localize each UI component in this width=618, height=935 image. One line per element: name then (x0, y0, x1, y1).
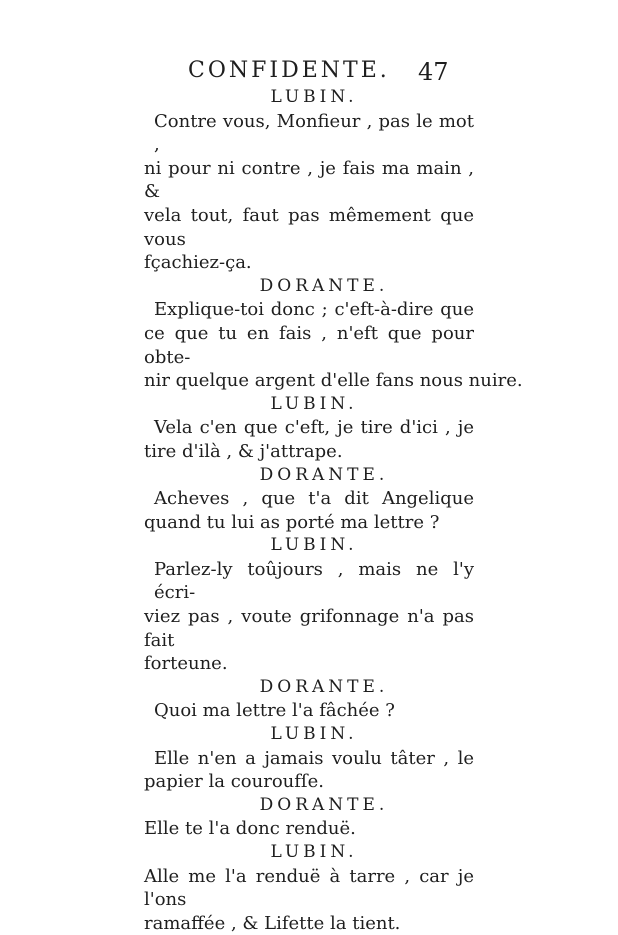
play-text (144, 86, 523, 935)
speech-line: nir quelque argent d'elle fans nous nuire. (144, 370, 523, 392)
speaker-name: LUBIN. (270, 842, 358, 862)
speech-line: Vela c'en que c'eft, je tire d'ici , je (154, 417, 474, 439)
speech-line: forteune. (144, 653, 228, 675)
speech-line: Explique-toi donc ; c'eft-à-dire que (154, 299, 474, 321)
speech-line: Elle te l'a donc renduë. (144, 818, 356, 840)
speech-line: fçachiez-ça. (144, 252, 252, 274)
page-number: 47 (418, 58, 449, 86)
speaker-name: LUBIN. (270, 393, 358, 414)
speech-line: Parlez-ly toûjours , mais ne l'y écri- (154, 558, 474, 604)
speech-line: ce que tu en fais , n'eft que pour obte- (144, 322, 474, 368)
speech-line: Contre vous, Monfieur , pas le mot , (154, 110, 474, 156)
speech-line: tire d'ilà , & j'attrape. (144, 440, 343, 462)
speech-line: Acheves , que t'a dit Angelique (154, 488, 474, 510)
speech-line: vela tout, faut pas mêmement que vous (144, 204, 474, 250)
speech-line: Elle n'en a jamais voulu tâter , le (154, 747, 474, 769)
speaker-name: DORANTE. (259, 794, 389, 815)
speech-line: Alle me l'a renduë à tarre , car je l'ons (144, 865, 474, 911)
speaker-name: DORANTE. (259, 275, 389, 296)
speaker-name: LUBIN. (270, 535, 358, 556)
speaker-name: LUBIN. (270, 87, 358, 107)
speech-line: Quoi ma lettre l'a fâchée ? (154, 700, 395, 722)
speaker-name: LUBIN. (270, 724, 358, 745)
speech-line: papier la couroufſe. (144, 771, 324, 793)
speech-line: ni pour ni contre , je fais ma main , & (144, 157, 474, 203)
running-title: CONFIDENTE. (188, 58, 390, 83)
speaker-name: DORANTE. (259, 464, 389, 485)
speaker-name: DORANTE. (259, 676, 389, 697)
speech-line: viez pas , voute grifonnage n'a pas fait (144, 606, 474, 651)
speech-line: quand tu lui as porté ma lettre ? (144, 511, 440, 533)
speech-line: ramaffée , & Lifette la tient. (144, 912, 401, 934)
